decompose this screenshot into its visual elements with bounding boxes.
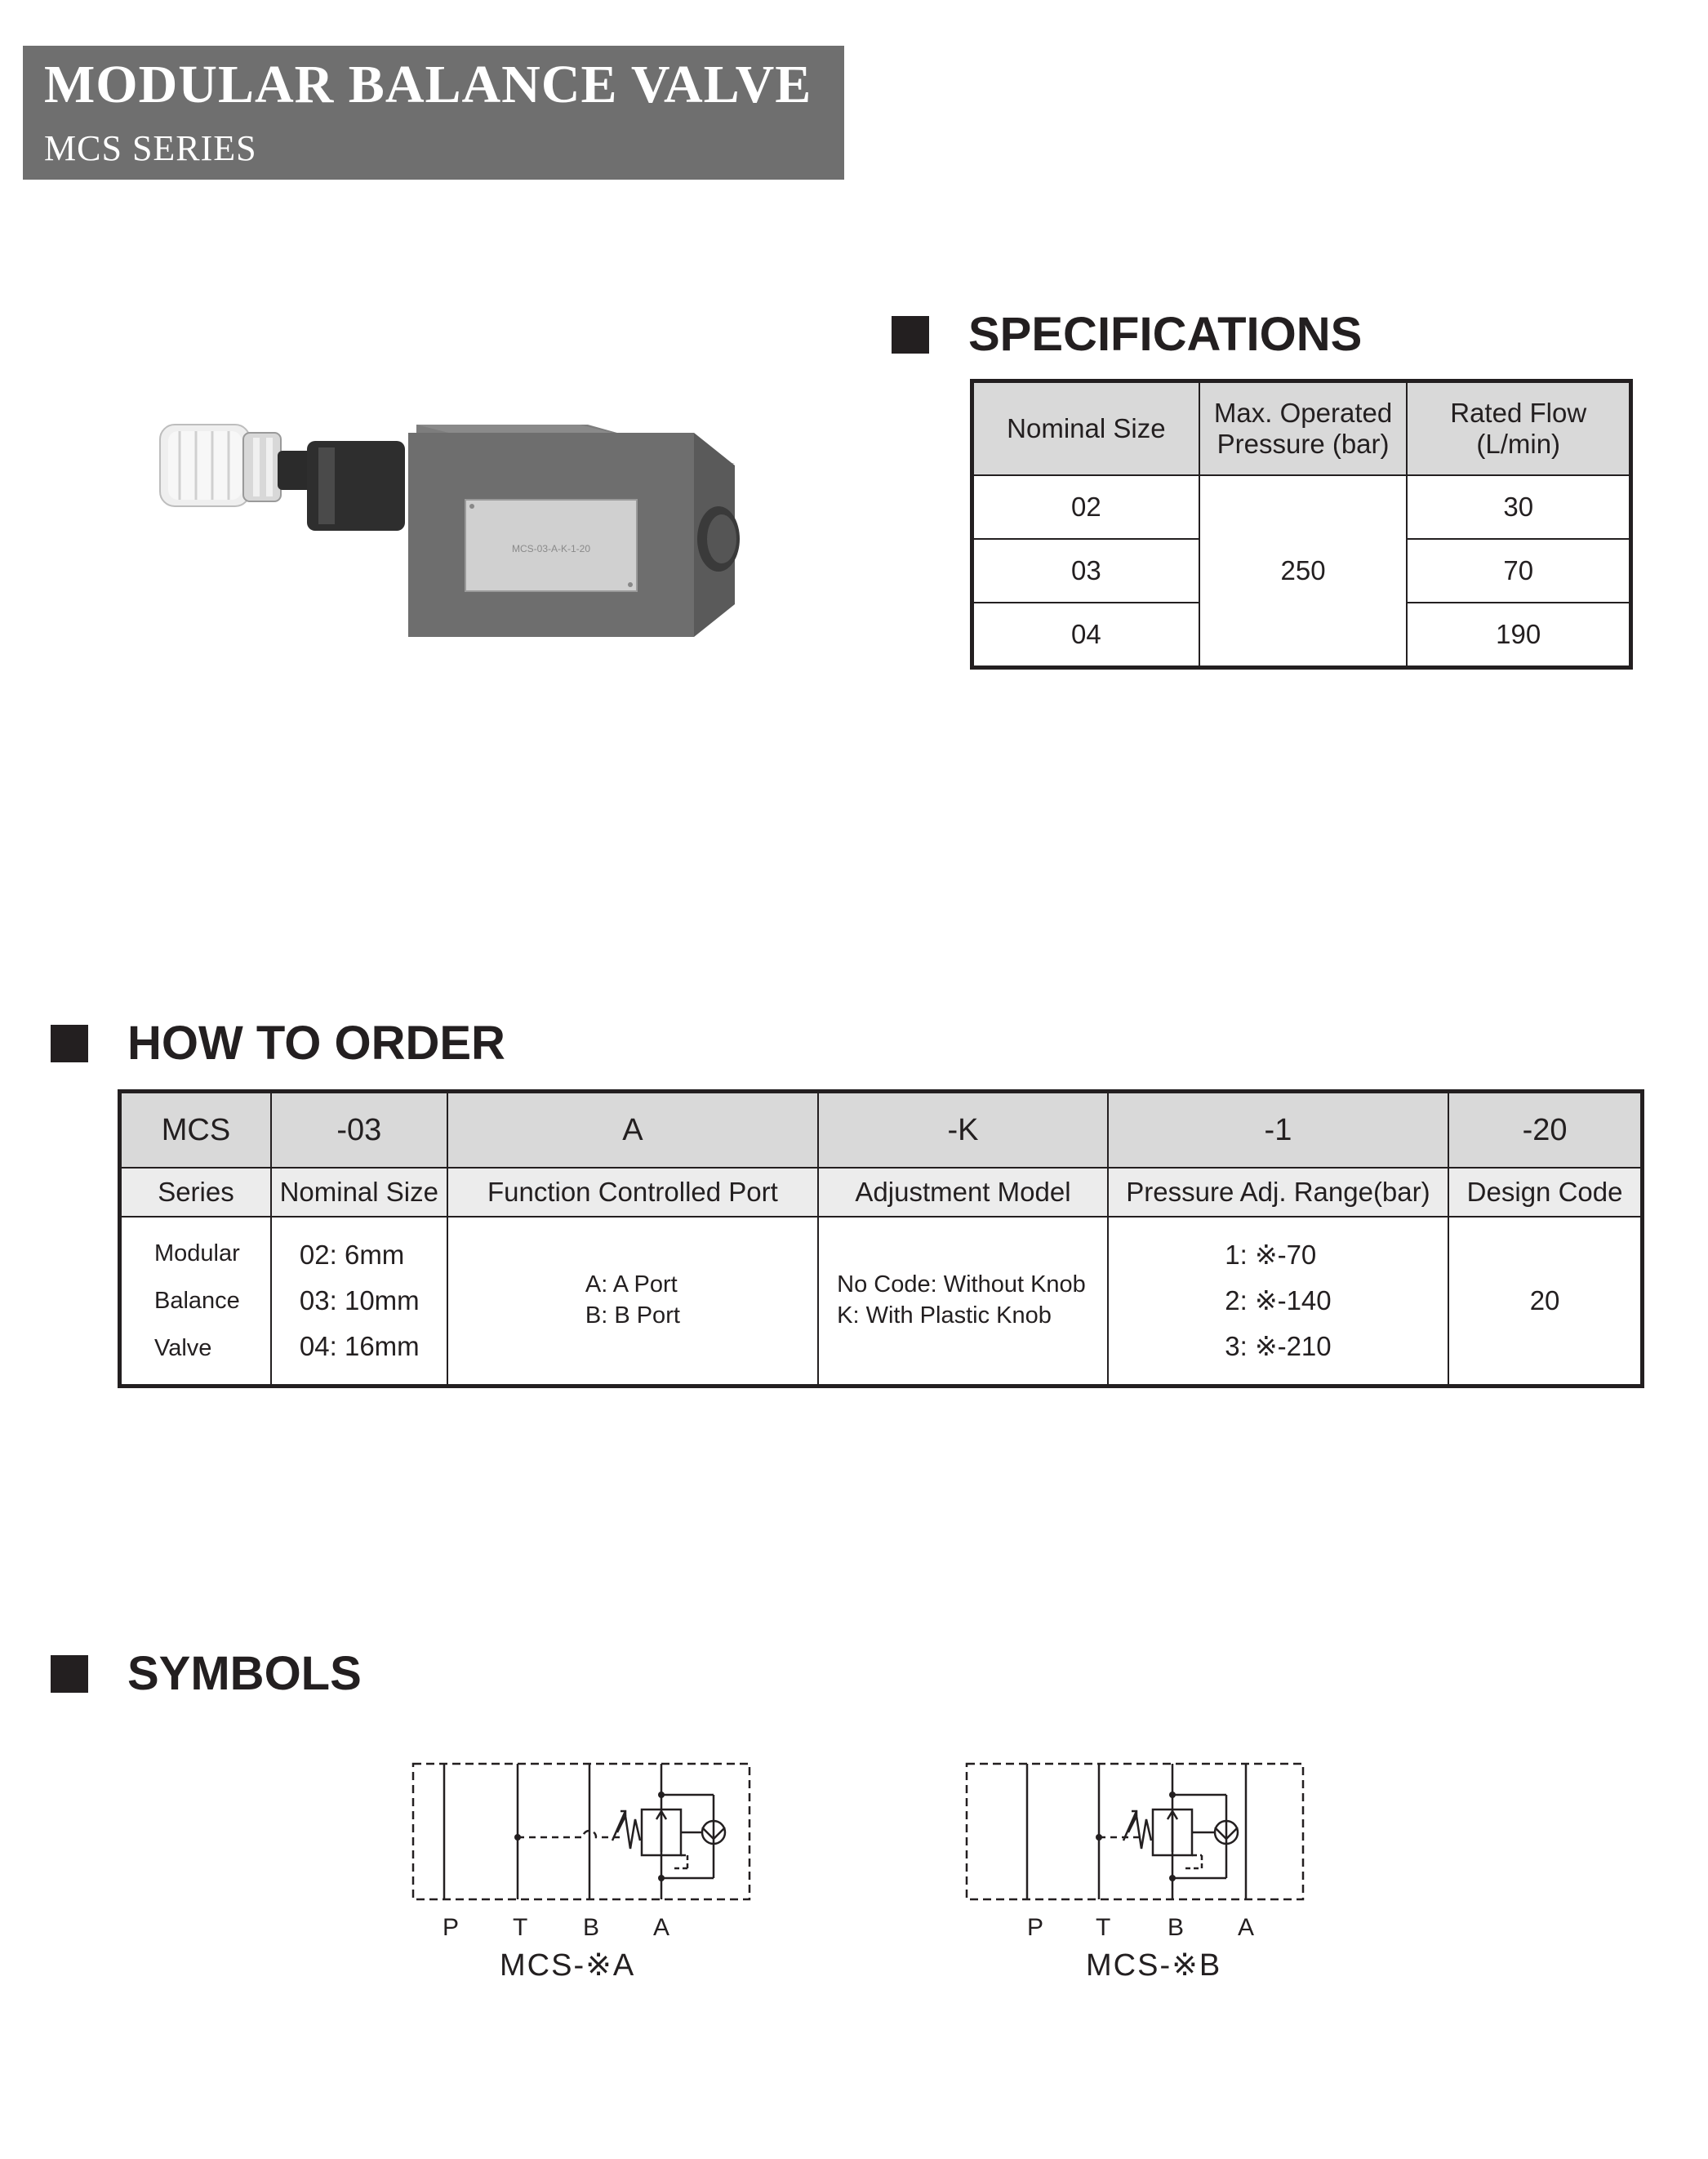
symbol-a-port-b: B [583, 1914, 600, 1941]
symbol-b-port-b: B [1168, 1914, 1185, 1941]
order-adjustment: No Code: Without Knob K: With Plastic Knob [818, 1217, 1108, 1387]
how-to-order-table [118, 1089, 1644, 1388]
order-code-port: A [447, 1092, 819, 1169]
spec-size-cell: 03 [972, 539, 1199, 603]
spec-size-cell: 02 [972, 475, 1199, 539]
spec-size-cell: 04 [972, 603, 1199, 668]
spec-pressure-cell: 250 [1199, 475, 1408, 668]
order-label-pressure: Pressure Adj. Range(bar) [1108, 1168, 1448, 1217]
how-to-order-heading [51, 1016, 505, 1071]
order-label-adjust: Adjustment Model [818, 1168, 1108, 1217]
order-design-code: 20 [1448, 1217, 1642, 1387]
symbol-a-port-t: T [513, 1914, 528, 1941]
order-label-size: Nominal Size [271, 1168, 447, 1217]
section-square-icon [51, 1655, 88, 1693]
spec-flow-cell: 190 [1407, 603, 1630, 668]
order-pressure-ranges: 1: ※-70 2: ※-140 3: ※-210 [1108, 1217, 1448, 1387]
section-square-icon [892, 316, 929, 354]
order-code-design: -20 [1448, 1092, 1642, 1169]
symbol-b-port-t: T [1096, 1914, 1111, 1941]
section-square-icon [51, 1025, 88, 1062]
product-photo [147, 408, 767, 670]
order-label-design: Design Code [1448, 1168, 1642, 1217]
order-code-adjust: -K [818, 1092, 1108, 1169]
specifications-title: SPECIFICATIONS [968, 308, 1363, 361]
page-subtitle: MCS SERIES [44, 128, 257, 168]
symbol-a-caption: MCS-※A [500, 1948, 636, 1983]
symbol-a-port-a: A [653, 1914, 670, 1941]
symbol-b-caption: MCS-※B [1086, 1948, 1222, 1983]
spec-flow-cell: 70 [1407, 539, 1630, 603]
spec-col-flow: Rated Flow (L/min) [1407, 381, 1630, 476]
symbols-heading [51, 1646, 362, 1701]
symbol-b-port-p: P [1027, 1914, 1044, 1941]
order-code-size: -03 [271, 1092, 447, 1169]
page-title: MODULAR BALANCE VALVE [44, 55, 812, 114]
order-label-series: Series [120, 1168, 271, 1217]
hydraulic-symbol-a [411, 1762, 754, 1906]
specifications-table [970, 379, 1633, 670]
order-label-port: Function Controlled Port [447, 1168, 819, 1217]
header-band [23, 46, 844, 180]
symbol-a-port-p: P [443, 1914, 460, 1941]
hydraulic-symbol-b [965, 1762, 1308, 1906]
how-to-order-title: HOW TO ORDER [127, 1017, 505, 1070]
order-code-series: MCS [120, 1092, 271, 1169]
plastic-knob-icon [160, 425, 281, 506]
order-code-pressure: -1 [1108, 1092, 1448, 1169]
symbols-title: SYMBOLS [127, 1647, 362, 1700]
specifications-heading [892, 307, 1362, 362]
order-ports: A: A Port B: B Port [447, 1217, 819, 1387]
order-sizes: 02: 6mm 03: 10mm 04: 16mm [271, 1217, 447, 1387]
spec-flow-cell: 30 [1407, 475, 1630, 539]
order-series-desc: Modular Balance Valve [120, 1217, 271, 1387]
nameplate-text: MCS-03-A-K-1-20 [511, 543, 591, 554]
symbol-b-port-a: A [1238, 1914, 1255, 1941]
spec-col-nominal-size: Nominal Size [972, 381, 1199, 476]
spec-col-pressure: Max. Operated Pressure (bar) [1199, 381, 1408, 476]
